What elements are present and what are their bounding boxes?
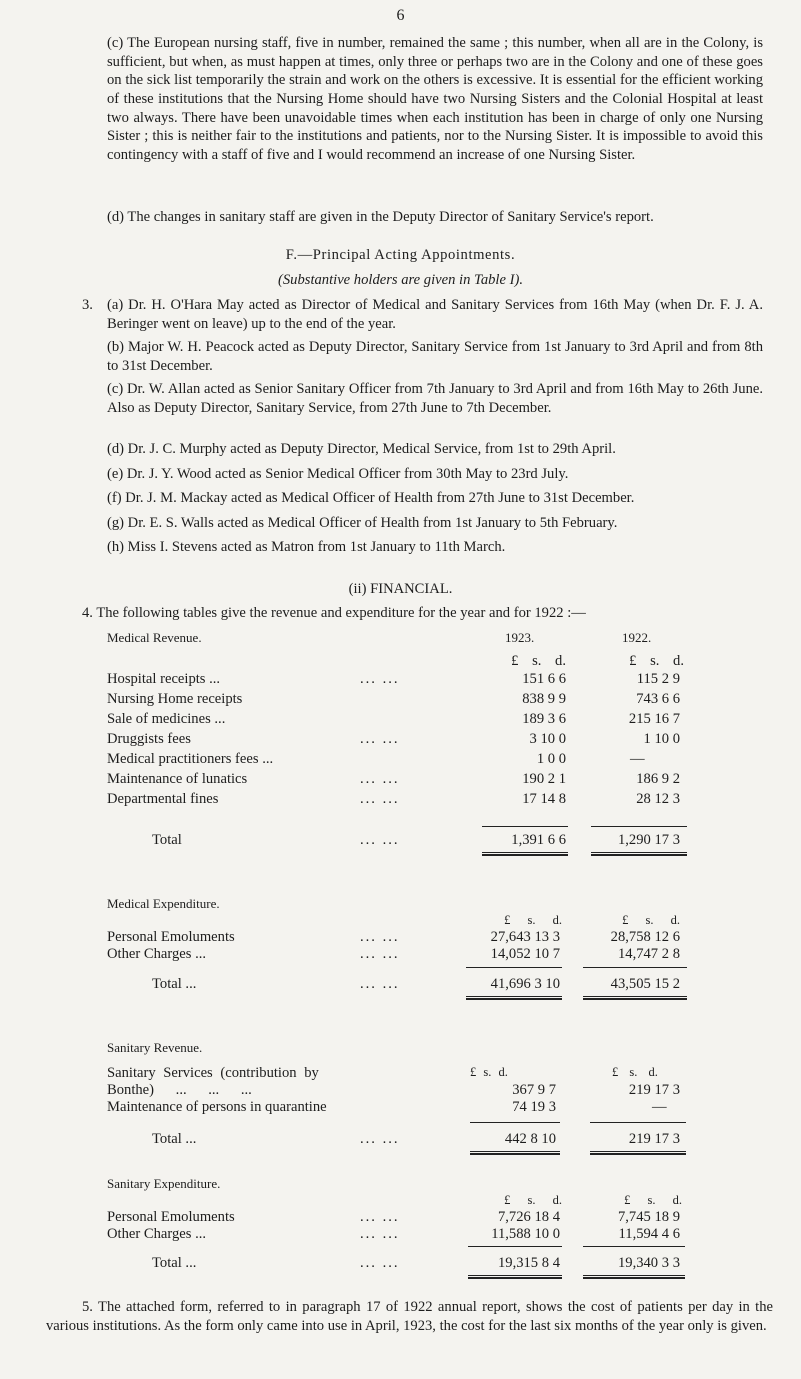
sanitary-revenue-title: Sanitary Revenue.: [107, 1040, 203, 1055]
paragraph-c: (c) The European nursing staff, five in number, remained the same ; this number, when all are in the Colony, is sufficient, but when, as must happen at times, only three or perhaps two are in the Colony and one of these goes on the sick list temporarily the strain and work on the others is excessive. It is essential for the efficient working of these institutions that the Nursing Home should have two Nursing Sisters and the Colonial Hospital at least two always. There have been unavoidable times when each institution has been in charge of only one Nursing Sister ; this is neither fair to the institutions and patients, nor to the Nursing Sister. It is impossible to avoid this contingency with a staff of five and I would recommend an increase of one Nursing Sister.: [107, 35, 763, 164]
medical-revenue-total-label: Total: [152, 832, 182, 848]
year-1922-header: 1922.: [622, 630, 652, 645]
units-1923: £ s. d.: [511, 653, 566, 669]
sanitary-expenditure-units-1922: £ s. d.: [624, 1193, 682, 1207]
row-dots: ... ...: [360, 671, 400, 687]
medical-expenditure-row-label: Other Charges ...: [107, 946, 207, 962]
medical-revenue-value-1923: 838 9 9: [522, 691, 566, 707]
medical-expenditure-total-1922: 43,505 15 2: [610, 976, 680, 992]
paragraph-4: 4. The following tables give the revenue and expenditure for the year and for 1922 :—: [82, 605, 586, 621]
paragraph-5: 5. The attached form, referred to in paragraph 17 of 1922 annual report, shows the cost of patients per day in the various institutions. As the form only came into use in April, 1923, the cost for the last six months of the year only is given.: [46, 1299, 773, 1334]
medical-revenue-value-1922: 215 16 7: [628, 711, 680, 727]
medical-expenditure-value-1922: 14,747 2 8: [617, 946, 680, 962]
item-3e: (e) Dr. J. Y. Wood acted as Senior Medical Officer from 30th May to 23rd July.: [107, 466, 569, 482]
sanitary-expenditure-title: Sanitary Expenditure.: [107, 1176, 221, 1191]
sanitary-revenue-row2-1923: 74 19 3: [512, 1099, 556, 1115]
item-3f: (f) Dr. J. M. Mackay acted as Medical Officer of Health from 27th June to 31st December.: [107, 490, 635, 506]
row-dots: ... ...: [360, 731, 400, 747]
sanitary-revenue-units-1922: £ s. d.: [612, 1065, 658, 1079]
medical-revenue-value-1923: 1 0 0: [536, 751, 566, 767]
paragraph-d: (d) The changes in sanitary staff are given in the Deputy Director of Sanitary Service's report.: [107, 209, 654, 225]
section-f-heading: F.—Principal Acting Appointments.: [285, 247, 516, 263]
medical-expenditure-units-1922: £ s. d.: [622, 913, 680, 927]
medical-expenditure-total-label: Total ...: [152, 976, 197, 992]
sanitary-revenue-total-1923: 442 8 10: [504, 1131, 556, 1147]
medical-expenditure-value-1923: 27,643 13 3: [490, 929, 560, 945]
medical-revenue-value-1922: 1 10 0: [643, 731, 680, 747]
item-3d: (d) Dr. J. C. Murphy acted as Deputy Director, Medical Service, from 1st to 29th April.: [107, 441, 616, 457]
item-3c: (c) Dr. W. Allan acted as Senior Sanitary Officer from 7th January to 3rd April and from 16th May to 26th June. Also as Deputy Director, Sanitary Service, from 27th June to 7th December.: [107, 381, 763, 416]
sanitary-expenditure-value-1923: 11,588 10 0: [491, 1226, 560, 1242]
medical-revenue-row: [0, 670, 801, 688]
item-3h: (h) Miss I. Stevens acted as Matron from 1st January to 11th March.: [107, 539, 506, 555]
medical-revenue-value-1923: 17 14 8: [522, 791, 566, 807]
medical-revenue-row: [0, 770, 801, 788]
medical-revenue-row: [0, 790, 801, 808]
sanitary-expenditure-value-1922: 11,594 4 6: [618, 1226, 680, 1242]
units-1922: £ s. d.: [629, 653, 684, 669]
medical-revenue-total-1922: 1,290 17 3: [617, 832, 680, 848]
sanitary-expenditure-units-1923: £ s. d.: [504, 1193, 562, 1207]
medical-revenue-value-1923: 3 10 0: [529, 731, 566, 747]
sanitary-revenue-row1-label: Sanitary Services (contribution by: [107, 1065, 319, 1081]
sanitary-expenditure-total-1922: 19,340 3 3: [617, 1255, 680, 1271]
paragraph-3-number: 3.: [82, 297, 93, 313]
medical-revenue-row: [0, 750, 801, 768]
sanitary-revenue-row1-1922: 219 17 3: [628, 1082, 680, 1098]
medical-revenue-value-1922: 115 2 9: [636, 671, 680, 687]
medical-revenue-row: [0, 730, 801, 748]
medical-revenue-total-1923: 1,391 6 6: [511, 832, 566, 848]
total-dots: ... ...: [360, 976, 400, 992]
total-dots: ... ...: [360, 832, 400, 848]
medical-expenditure-title: Medical Expenditure.: [107, 896, 220, 911]
sanitary-revenue-units-1923: £ s. d.: [470, 1065, 508, 1079]
medical-revenue-title: Medical Revenue.: [107, 630, 202, 645]
sanitary-expenditure-row-label: Other Charges ...: [107, 1226, 207, 1242]
item-3g: (g) Dr. E. S. Walls acted as Medical Officer of Health from 1st January to 5th February.: [107, 515, 618, 531]
sanitary-revenue-row1-1923: 367 9 7: [512, 1082, 556, 1098]
sanitary-expenditure-total-1923: 19,315 8 4: [497, 1255, 560, 1271]
row-dots: ... ...: [360, 791, 400, 807]
medical-revenue-row: [0, 710, 801, 728]
sanitary-revenue-row1-label-cont: Bonthe) ... ... ...: [107, 1082, 252, 1098]
row-dots: ... ...: [360, 946, 400, 962]
medical-revenue-row-label: Maintenance of lunatics: [107, 771, 248, 787]
medical-expenditure-row-label: Personal Emoluments: [107, 929, 235, 945]
sanitary-expenditure-total-label: Total ...: [152, 1255, 197, 1271]
medical-revenue-row-label: Medical practitioners fees ...: [107, 751, 274, 767]
sanitary-revenue-total-label: Total ...: [152, 1131, 197, 1147]
row-dots: ... ...: [360, 1226, 400, 1242]
medical-revenue-row: [0, 690, 801, 708]
medical-revenue-row-label: Sale of medicines ...: [107, 711, 226, 727]
year-1923-header: 1923.: [505, 630, 535, 645]
medical-revenue-row-label: Hospital receipts ...: [107, 671, 221, 687]
medical-revenue-value-1922: 28 12 3: [636, 791, 680, 807]
total-dots: ... ...: [360, 1255, 400, 1271]
total-dots: ... ...: [360, 1131, 400, 1147]
sanitary-expenditure-value-1922: 7,745 18 9: [617, 1209, 680, 1225]
medical-revenue-row-label: Druggists fees: [107, 731, 191, 747]
medical-revenue-value-1923: 190 2 1: [522, 771, 566, 787]
row-dots: ... ...: [360, 771, 400, 787]
medical-expenditure-total-1923: 41,696 3 10: [490, 976, 560, 992]
medical-revenue-value-1923: 189 3 6: [522, 711, 566, 727]
medical-expenditure-units-1923: £ s. d.: [504, 913, 562, 927]
sanitary-revenue-row2-label: Maintenance of persons in quarantine: [107, 1099, 327, 1115]
medical-revenue-value-1923: 151 6 6: [522, 671, 566, 687]
medical-revenue-row-label: Departmental fines: [107, 791, 219, 807]
medical-expenditure-value-1923: 14,052 10 7: [490, 946, 560, 962]
medical-revenue-value-1922: 186 9 2: [636, 771, 680, 787]
medical-revenue-value-1922: —: [630, 751, 645, 767]
medical-expenditure-value-1922: 28,758 12 6: [610, 929, 680, 945]
financial-heading: (ii) FINANCIAL.: [348, 581, 453, 597]
page-number: 6: [396, 7, 405, 24]
sanitary-revenue-row2-1922: —: [652, 1099, 667, 1115]
medical-revenue-value-1922: 743 6 6: [636, 691, 680, 707]
sanitary-expenditure-row-label: Personal Emoluments: [107, 1209, 235, 1225]
medical-revenue-row-label: Nursing Home receipts: [107, 691, 243, 707]
row-dots: ... ...: [360, 929, 400, 945]
item-3a: (a) Dr. H. O'Hara May acted as Director of Medical and Sanitary Services from 16th May (when Dr. F. J. A. Beringer went on leave) up to the end of the year.: [107, 297, 763, 332]
item-3b: (b) Major W. H. Peacock acted as Deputy Director, Sanitary Service from 1st January to 3rd April and from 8th to 31st December.: [107, 339, 763, 374]
sanitary-expenditure-value-1923: 7,726 18 4: [497, 1209, 560, 1225]
row-dots: ... ...: [360, 1209, 400, 1225]
section-f-subheading: (Substantive holders are given in Table I).: [278, 272, 523, 288]
sanitary-revenue-total-1922: 219 17 3: [628, 1131, 680, 1147]
